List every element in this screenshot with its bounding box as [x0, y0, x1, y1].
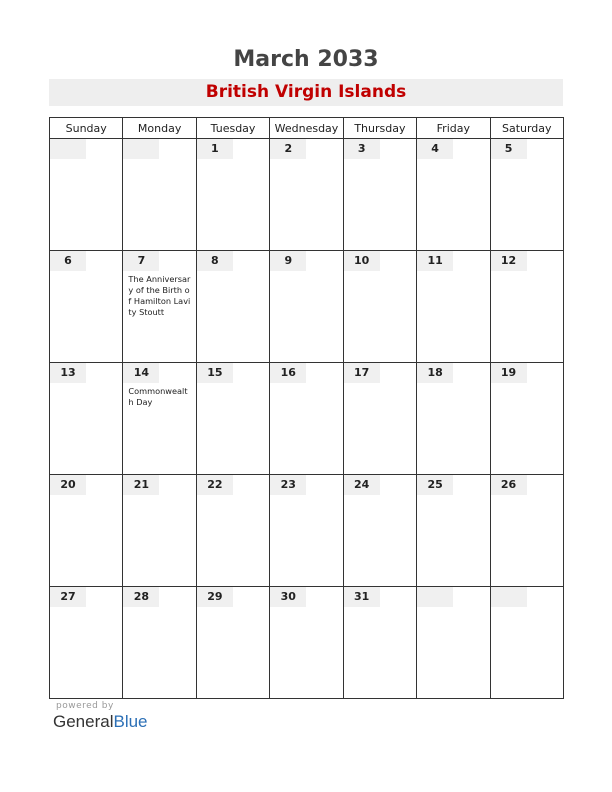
day-number [491, 139, 527, 159]
day-number [50, 587, 86, 607]
powered-by-label: powered by [56, 701, 114, 711]
day-number [270, 363, 306, 383]
day-number [491, 587, 527, 607]
day-number-text: 21 [133, 478, 150, 491]
day-number-text: 20 [60, 478, 76, 491]
week-row [50, 139, 564, 251]
day-number [491, 475, 527, 495]
day-number-text: 8 [211, 254, 219, 267]
day-number-text: 29 [207, 590, 223, 603]
day-cell [270, 139, 343, 251]
day-cell [123, 475, 196, 587]
day-cell [123, 139, 196, 251]
day-number-text: 22 [207, 478, 223, 491]
calendar-title: March 2033 [233, 47, 379, 72]
day-cell [417, 475, 490, 587]
day-number [344, 251, 380, 271]
day-number-text: 19 [500, 366, 517, 379]
day-number [270, 475, 306, 495]
weekday-wednesday: Wednesday [270, 118, 343, 139]
day-cell [50, 139, 123, 251]
day-number [50, 363, 86, 383]
day-cell [123, 363, 196, 475]
day-cell [196, 587, 269, 699]
day-number-text: 23 [280, 478, 296, 491]
day-number [197, 363, 233, 383]
day-cell [490, 139, 563, 251]
day-cell [343, 251, 416, 363]
day-number [417, 139, 453, 159]
weekday-thursday: Thursday [343, 118, 416, 139]
country-banner: British Virgin Islands [49, 79, 563, 106]
weekday-header-row [50, 118, 564, 139]
day-number [197, 139, 233, 159]
day-cell [343, 587, 416, 699]
day-number [123, 251, 159, 271]
day-number-text: 6 [64, 254, 72, 267]
day-cell [343, 475, 416, 587]
day-number-text: 17 [354, 366, 370, 379]
day-number-text: 27 [60, 590, 76, 603]
day-cell [50, 363, 123, 475]
day-cell [270, 475, 343, 587]
day-number-text: 18 [427, 366, 443, 379]
day-number [50, 251, 86, 271]
logo-general-text: General [53, 712, 114, 731]
day-number-text: 7 [137, 254, 146, 267]
day-cell [270, 587, 343, 699]
day-number [344, 587, 380, 607]
day-number-text: 3 [357, 142, 366, 155]
day-cell [196, 139, 269, 251]
day-number [417, 363, 453, 383]
day-number-text: 28 [133, 590, 150, 603]
day-cell [196, 363, 269, 475]
day-number [50, 139, 86, 159]
day-number-text: 12 [500, 254, 517, 267]
day-number-text: 1 [211, 142, 219, 155]
day-number [417, 587, 453, 607]
day-cell [417, 251, 490, 363]
weekday-sunday: Sunday [50, 118, 123, 139]
day-number [417, 251, 453, 271]
week-row [50, 363, 564, 475]
holiday-label: The Anniversary of the Birth of Hamilton Lavity Stoutt [128, 274, 191, 317]
day-number [197, 251, 233, 271]
day-number-text: 30 [280, 590, 296, 603]
day-number-text: 16 [280, 366, 296, 379]
day-number [344, 363, 380, 383]
holiday-label: Commonwealth Day [128, 386, 188, 407]
day-number-text: 15 [207, 366, 223, 379]
day-cell [123, 587, 196, 699]
logo-blue-text: Blue [113, 712, 148, 731]
day-number [344, 475, 380, 495]
week-row [50, 587, 564, 699]
calendar-grid [49, 117, 564, 699]
day-number-text: 4 [431, 142, 439, 155]
day-cell [123, 251, 196, 363]
day-cell [196, 251, 269, 363]
day-cell [417, 363, 490, 475]
generalblue-logo[interactable] [53, 712, 148, 732]
day-number [270, 139, 306, 159]
day-cell [50, 475, 123, 587]
day-cell [417, 587, 490, 699]
week-row [50, 475, 564, 587]
day-number [50, 475, 86, 495]
day-cell [343, 363, 416, 475]
day-number [491, 363, 527, 383]
day-number-text: 10 [354, 254, 370, 267]
weekday-monday: Monday [123, 118, 196, 139]
day-cell [490, 475, 563, 587]
day-cell [196, 475, 269, 587]
day-cell [417, 139, 490, 251]
day-number-text: 14 [133, 366, 150, 379]
day-cell [50, 587, 123, 699]
day-number-text: 24 [354, 478, 370, 491]
day-number [197, 587, 233, 607]
weekday-friday: Friday [417, 118, 490, 139]
day-cell [490, 363, 563, 475]
day-number-text: 25 [427, 478, 443, 491]
day-number [123, 139, 159, 159]
day-number [123, 363, 159, 383]
day-number-text: 5 [504, 142, 513, 155]
day-number [123, 587, 159, 607]
day-number [417, 475, 453, 495]
day-cell [270, 251, 343, 363]
day-number [270, 587, 306, 607]
day-number [344, 139, 380, 159]
day-number-text: 26 [500, 478, 517, 491]
day-cell [50, 251, 123, 363]
day-number-text: 11 [427, 254, 443, 267]
day-cell [343, 139, 416, 251]
weekday-tuesday: Tuesday [196, 118, 269, 139]
day-number [491, 251, 527, 271]
day-number-text: 9 [284, 254, 293, 267]
day-cell [490, 587, 563, 699]
weekday-saturday: Saturday [490, 118, 563, 139]
day-number-text: 31 [354, 590, 370, 603]
day-cell [270, 363, 343, 475]
day-number [197, 475, 233, 495]
day-number-text: 13 [60, 366, 76, 379]
day-number [123, 475, 159, 495]
week-row [50, 251, 564, 363]
day-number [270, 251, 306, 271]
day-cell [490, 251, 563, 363]
day-number-text: 2 [284, 142, 293, 155]
